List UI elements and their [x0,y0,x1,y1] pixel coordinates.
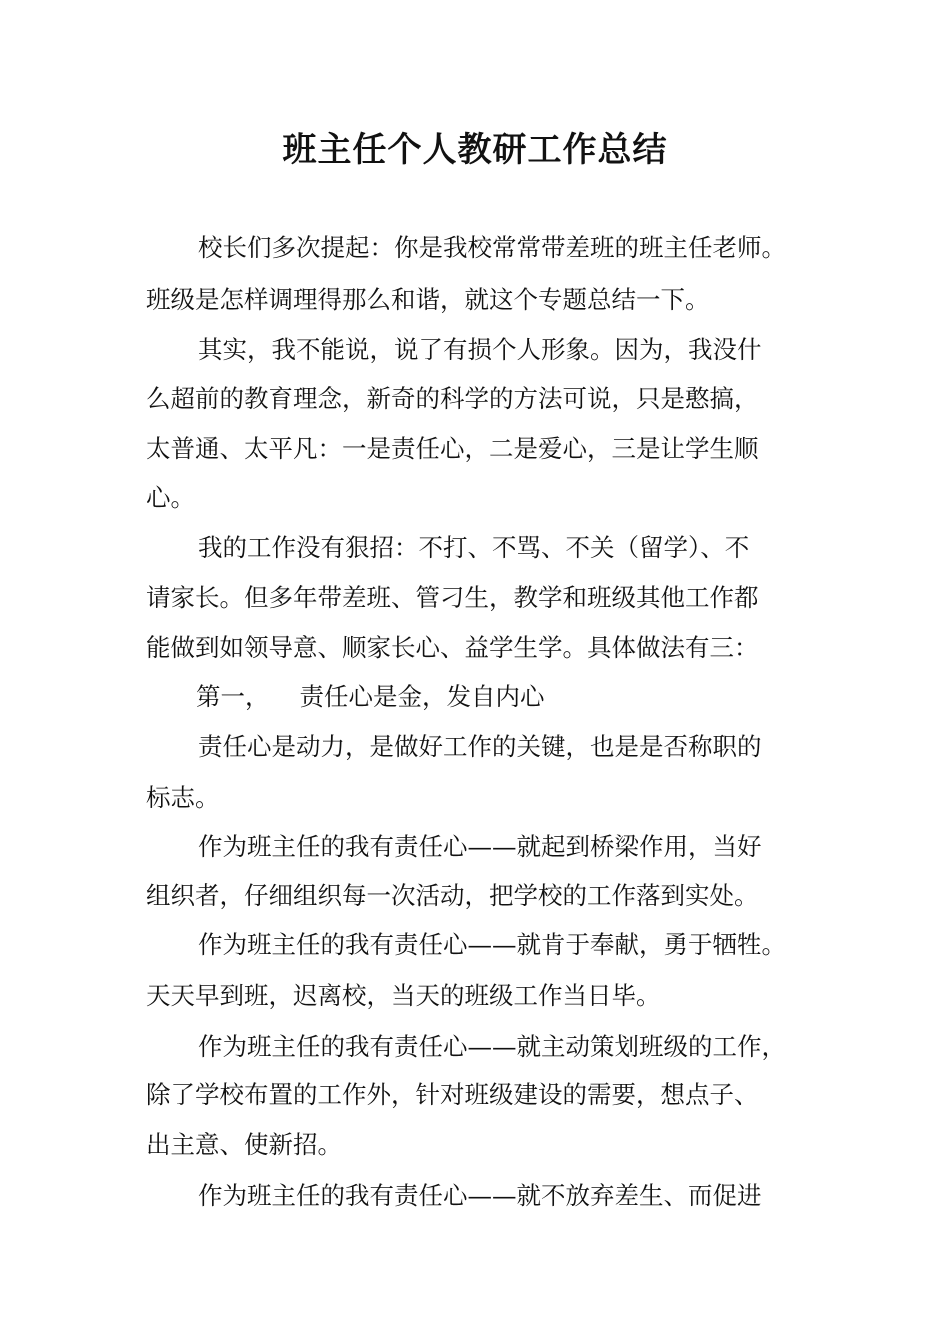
section-number: 第一， [196,682,270,711]
paragraph-line: 天天早到班，迟离校，当天的班级工作当日毕。 [146,981,661,1010]
paragraph-line: 作为班主任的我有责任心——就不放弃差生、而促进 [198,1181,762,1210]
document-title: 班主任个人教研工作总结 [282,130,668,170]
paragraph-line: 出主意、使新招。 [146,1130,342,1159]
paragraph-line: 太普通、太平凡：一是责任心，二是爱心，三是让学生顺 [146,434,759,463]
paragraph-line: 其实，我不能说，说了有损个人形象。因为，我没什 [198,335,762,364]
paragraph-line: 么超前的教育理念，新奇的科学的方法可说，只是憨搞， [146,384,759,413]
paragraph-line: 班级是怎样调理得那么和谐，就这个专题总结一下。 [146,285,710,314]
section-heading [196,681,545,713]
paragraph-line: 能做到如领导意、顺家长心、益学生学。具体做法有三： [146,633,759,662]
paragraph-line: 标志。 [146,783,220,812]
paragraph-line: 作为班主任的我有责任心——就主动策划班级的工作， [198,1032,786,1061]
paragraph-line: 校长们多次提起：你是我校常常带差班的班主任老师。 [198,233,786,262]
paragraph-line: 责任心是动力，是做好工作的关键，也是是否称职的 [198,732,762,761]
paragraph-line: 心。 [146,483,195,512]
paragraph-line: 我的工作没有狠招：不打、不骂、不关（留学）、不 [198,533,750,562]
paragraph-line: 除了学校布置的工作外，针对班级建设的需要，想点子、 [146,1080,759,1109]
paragraph-line: 请家长。但多年带差班、管刁生，教学和班级其他工作都 [146,583,759,612]
paragraph-line: 作为班主任的我有责任心——就肯于奉献，勇于牺牲。 [198,930,786,959]
paragraph-line: 组织者，仔细组织每一次活动，把学校的工作落到实处。 [146,881,759,910]
section-heading-text: 责任心是金，发自内心 [299,682,545,711]
paragraph-line: 作为班主任的我有责任心——就起到桥梁作用，当好 [198,832,762,861]
